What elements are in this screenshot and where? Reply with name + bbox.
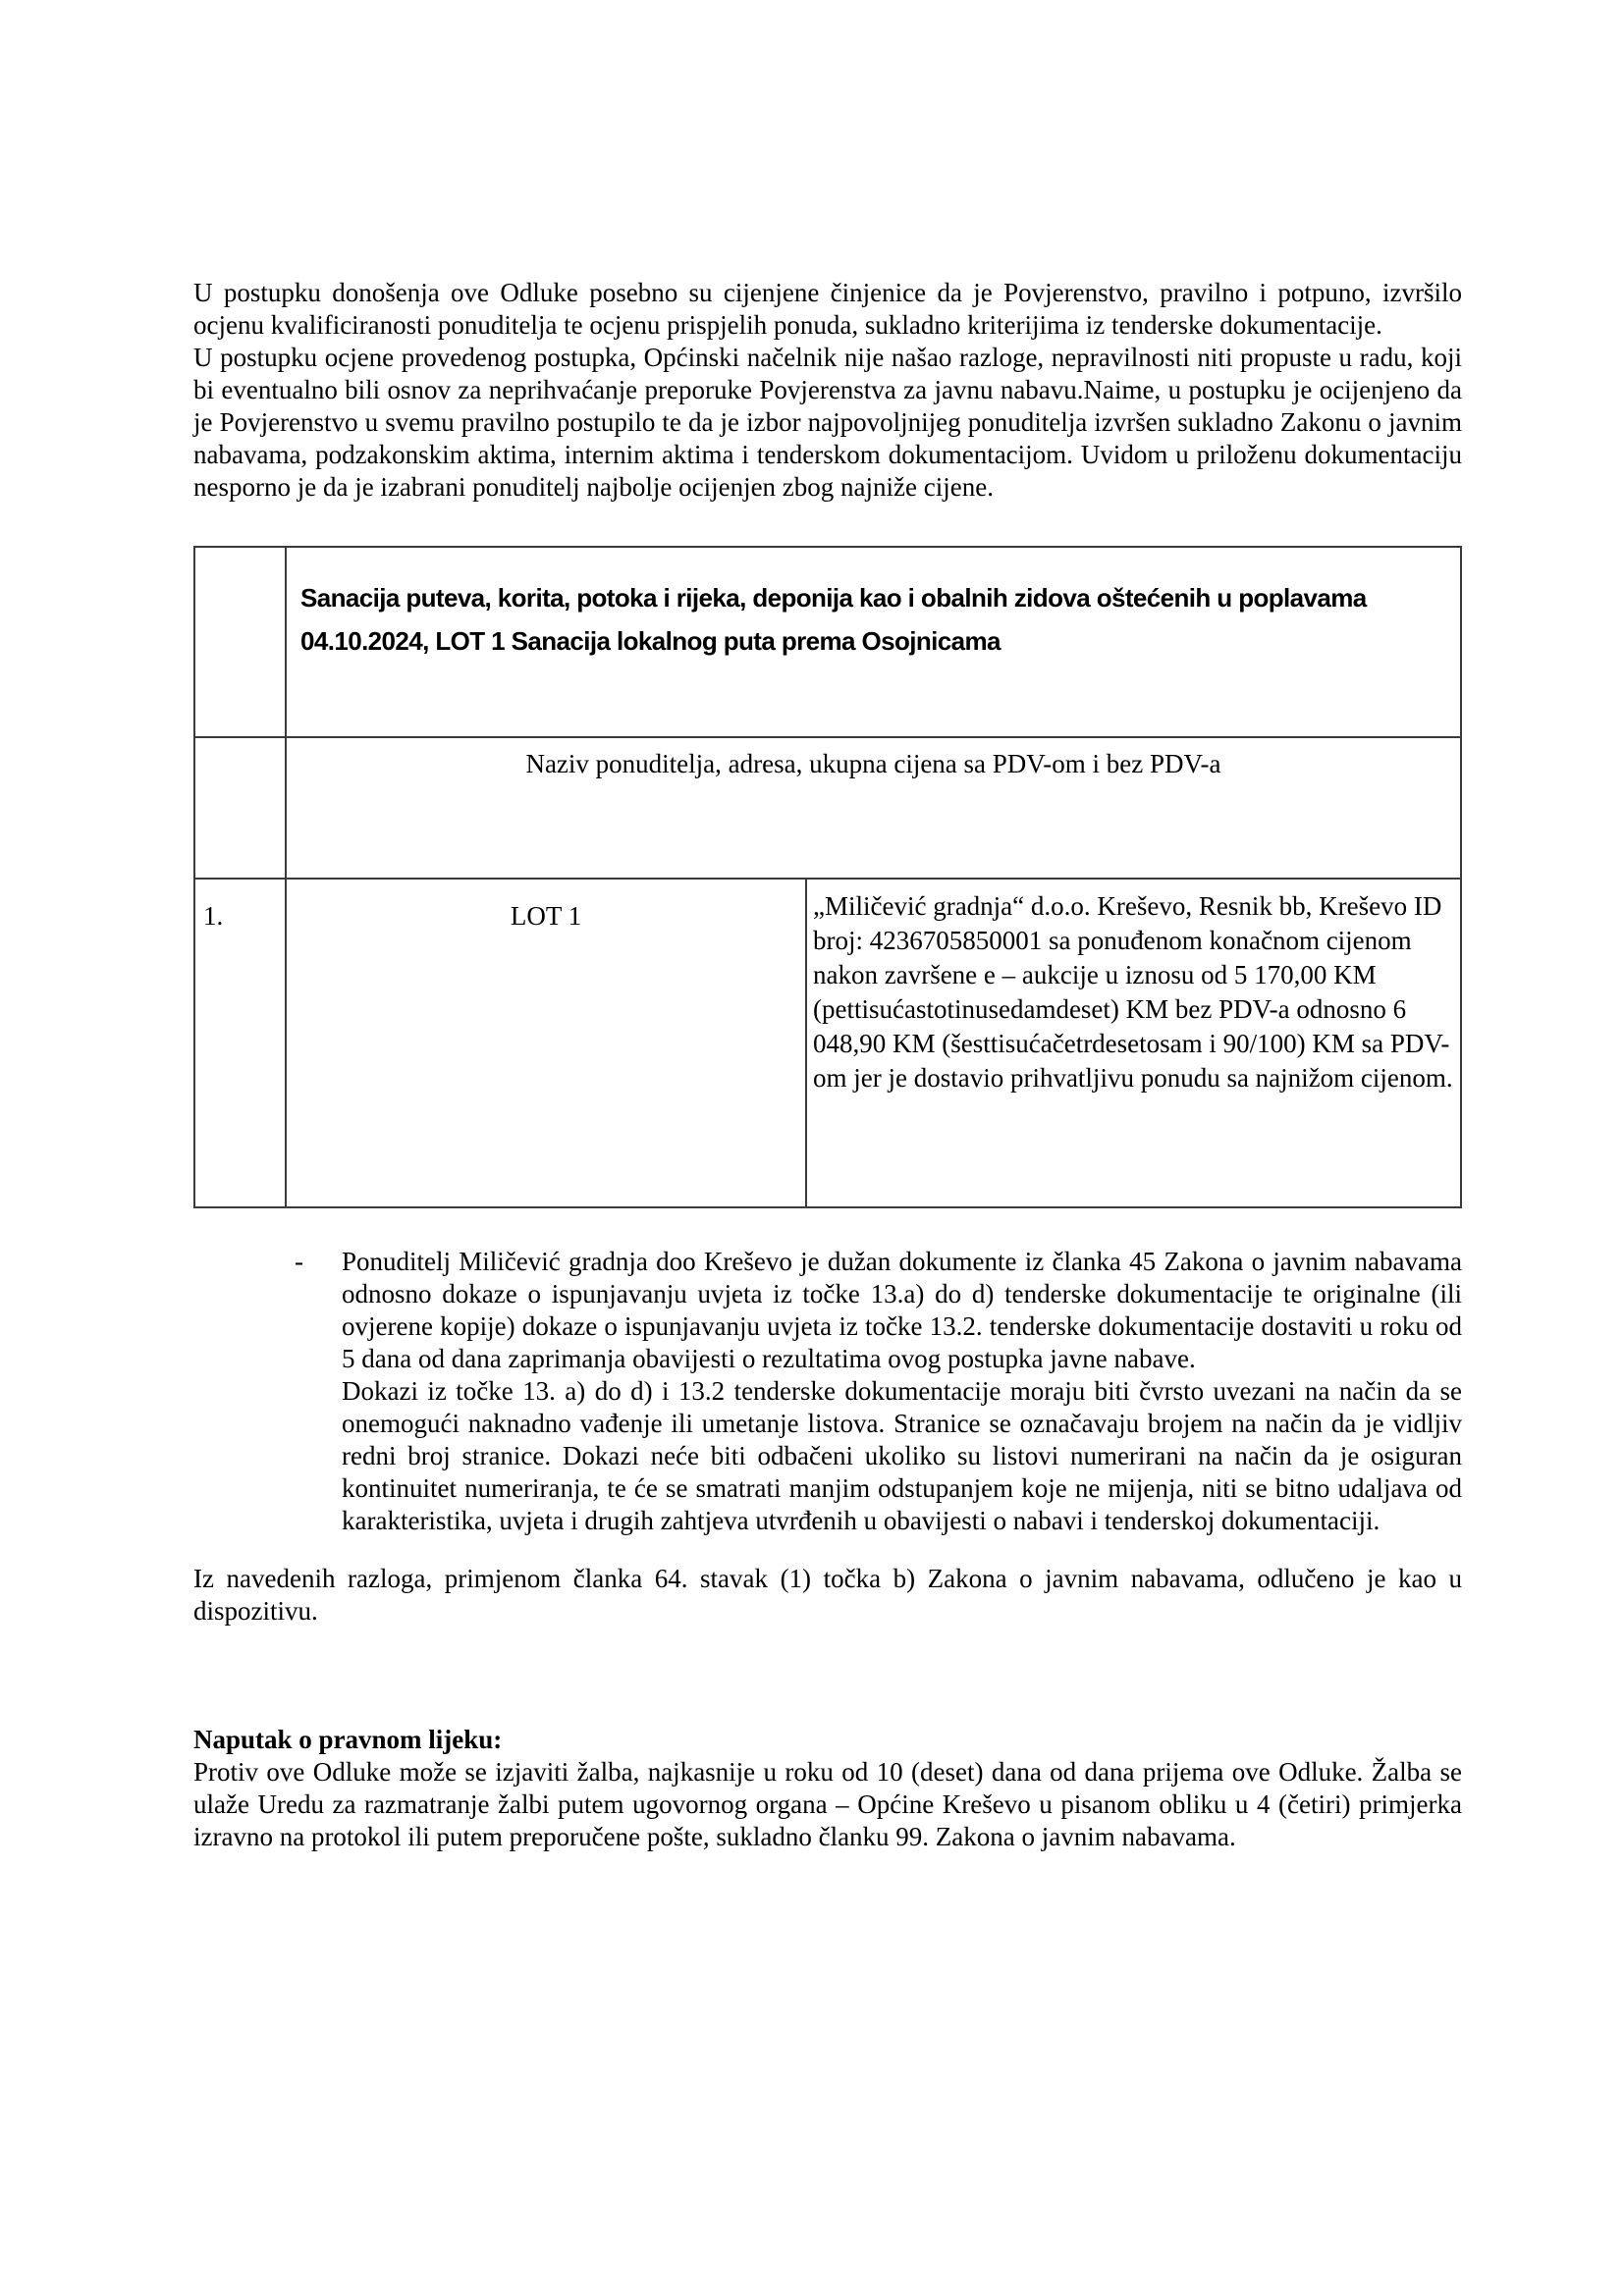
- offer-table: [193, 546, 1462, 1208]
- bullet-text-evidence: Dokazi iz točke 13. a) do d) i 13.2 tenderske dokumentacije moraju biti čvrsto uvezani na način da se onemogući naknadno vađenje ili umetanje listova. Stranice se označavaju brojem na način da je vidljiv redni broj stranice. Dokazi neće biti odbačeni ukoliko su listovi numerirani na način da je osiguran kontinuitet numeriranja, te će se smatrati manjim odstupanjem koje ne mijenja, niti se bitno udaljava od karakteristika, uvjeta i drugih zahtjeva utvrđenih u obavijesti o nabavi i tenderskoj dokumentaciji.: [342, 1376, 1462, 1535]
- document-page: [193, 277, 1462, 1853]
- legal-remedy-text: Protiv ove Odluke može se izjaviti žalba, najkasnije u roku od 10 (deset) dana od dana prijema ove Odluke. Žalba se ulaže Uredu za razmatranje žalbi putem ugovornog organa – Općine Kreševo u pisanom obliku u 4 (četiri) primjerka izravno na protokol ili putem preporučene pošte, sukladno članku 99. Zakona o javnim nabavama.: [193, 1757, 1462, 1851]
- row-bidder-description: „Miličević gradnja“ d.o.o. Kreševo, Resnik bb, Kreševo ID broj: 4236705850001 sa ponuđenom konačnom cijenom nakon završene e – aukcije u iznosu od 5 170,00 KM (pettisućastotinusedamdeset) KM bez PDV-a odnosno 6 048,90 KM (šesttisućačetrdesetosam i 90/100) KM sa PDV-om jer je dostavio prihvatljivu ponudu sa najnižom cijenom.: [806, 879, 1461, 1207]
- table-cell-empty: [194, 737, 286, 879]
- legal-remedy-heading: Naputak o pravnom lijeku:: [193, 1725, 503, 1754]
- table-header: Naziv ponuditelja, adresa, ukupna cijena sa PDV-om i bez PDV-a: [286, 737, 1461, 879]
- bullet-text-obligation: Ponuditelj Miličević gradnja doo Kreševo je dužan dokumente iz članka 45 Zakona o javnim nabavama odnosno dokaze o ispunjavanju uvjeta iz točke 13.a) do d) tenderske dokumentacije te originalne (ili ovjerene kopije) dokaze o ispunjavanju uvjeta iz točke 13.2. tenderske dokumentacije dostaviti u roku od 5 dana od dana zaprimanja obavijesti o rezultatima ovog postupka javne nabave.: [342, 1247, 1462, 1373]
- paragraph-conclusion: Iz navedenih razloga, primjenom članka 64. stavak (1) točka b) Zakona o javnim nabavama, odlučeno je kao u dispozitivu.: [193, 1564, 1462, 1626]
- row-lot: LOT 1: [286, 879, 806, 1207]
- table-row: [194, 879, 1461, 1207]
- table-header-row: [194, 737, 1461, 879]
- paragraph-assessment: U postupku donošenja ove Odluke posebno su cijenjene činjenice da je Povjerenstvo, pravilno i potpuno, izvršilo ocjenu kvalificiranosti ponuditelja te ocjenu prispjelih ponuda, sukladno kriterijima iz tenderske dokumentacije.: [193, 278, 1462, 340]
- bullet-dash: -: [295, 1247, 303, 1276]
- table-title-row: [194, 547, 1461, 737]
- bullet-item: [193, 1246, 1462, 1537]
- table-cell-empty: [194, 547, 286, 737]
- procurement-title: Sanacija puteva, korita, potoka i rijeka, deponija kao i obalnih zidova oštećenih u poplavama 04.10.2024, LOT 1 Sanacija lokalnog puta prema Osojnicama: [286, 547, 1461, 737]
- paragraph-review: U postupku ocjene provedenog postupka, Općinski načelnik nije našao razloge, nepravilnosti niti propuste u radu, koji bi eventualno bili osnov za neprihvaćanje preporuke Povjerenstva za javnu nabavu.Naime, u postupku je ocijenjeno da je Povjerenstvo u svemu pravilno postupilo te da je izbor najpovoljnijeg ponuditelja izvršen sukladno Zakonu o javnim nabavama, podzakonskim aktima, internim aktima i tenderskom dokumentacijom. Uvidom u priloženu dokumentaciju nesporno je da je izabrani ponuditelj najbolje ocijenjen zbog najniže cijene.: [193, 343, 1462, 502]
- row-number: 1.: [194, 879, 286, 1207]
